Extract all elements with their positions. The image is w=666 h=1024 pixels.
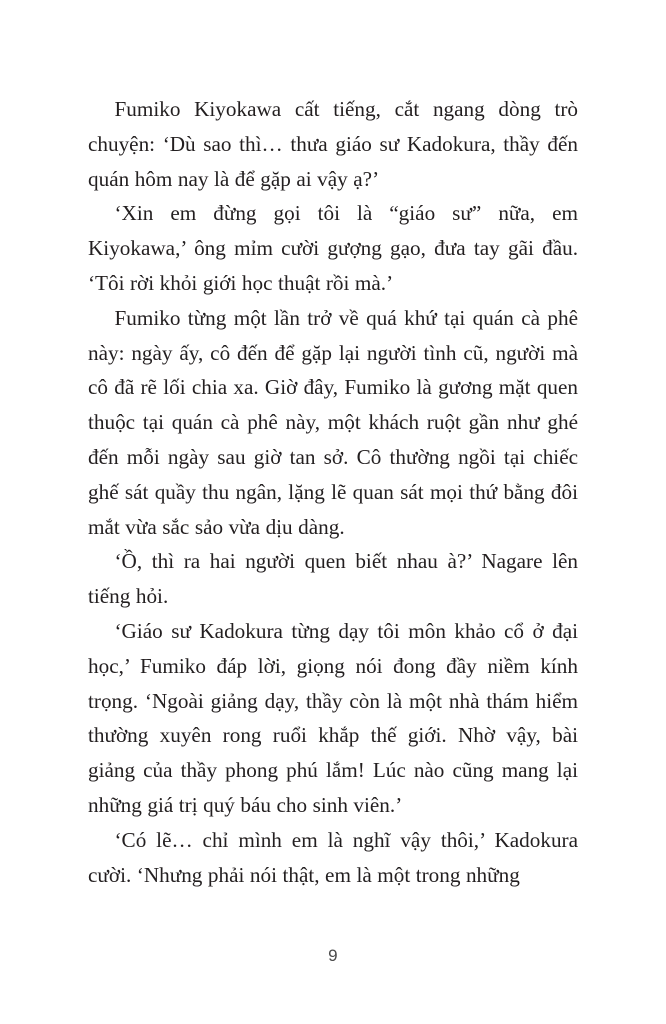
page-number: 9 xyxy=(328,946,338,965)
paragraph: ‘Giáo sư Kadokura từng dạy tôi môn khảo cổ ở đại học,’ Fumiko đáp lời, giọng nói đong đầy niềm kính trọng. ‘Ngoài giảng dạy, thầy còn là một nhà thám hiểm thường xuyên rong ruổi khắp thế giới. Nhờ vậy, bài giảng của thầy phong phú lắm! Lúc nào cũng mang lại những giá trị quý báu cho sinh viên.’ xyxy=(88,618,578,817)
paragraph: ‘Có lẽ… chỉ mình em là nghĩ vậy thôi,’ Kadokura cười. ‘Nhưng phải nói thật, em là một trong những xyxy=(88,827,578,887)
paragraph: ‘Ồ, thì ra hai người quen biết nhau à?’ Nagare lên tiếng hỏi. xyxy=(88,549,578,609)
paragraph: Fumiko Kiyokawa cất tiếng, cắt ngang dòng trò chuyện: ‘Dù sao thì… thưa giáo sư Kadokura, thầy đến quán hôm nay là để gặp ai vậy ạ?’ xyxy=(88,97,578,191)
page-body-text xyxy=(88,92,578,892)
paragraph: Fumiko từng một lần trở về quá khứ tại quán cà phê này: ngày ấy, cô đến để gặp lại người tình cũ, người mà cô đã rẽ lối chia xa. Giờ đây, Fumiko là gương mặt quen thuộc tại quán cà phê này, một khách ruột gần như ghé đến mỗi ngày sau giờ tan sở. Cô thường ngồi tại chiếc ghế sát quầy thu ngân, lặng lẽ quan sát mọi thứ bằng đôi mắt vừa sắc sảo vừa dịu dàng. xyxy=(88,305,578,539)
paragraph: ‘Xin em đừng gọi tôi là “giáo sư” nữa, em Kiyokawa,’ ông mỉm cười gượng gạo, đưa tay gãi đầu. ‘Tôi rời khỏi giới học thuật rồi mà.’ xyxy=(88,201,578,295)
